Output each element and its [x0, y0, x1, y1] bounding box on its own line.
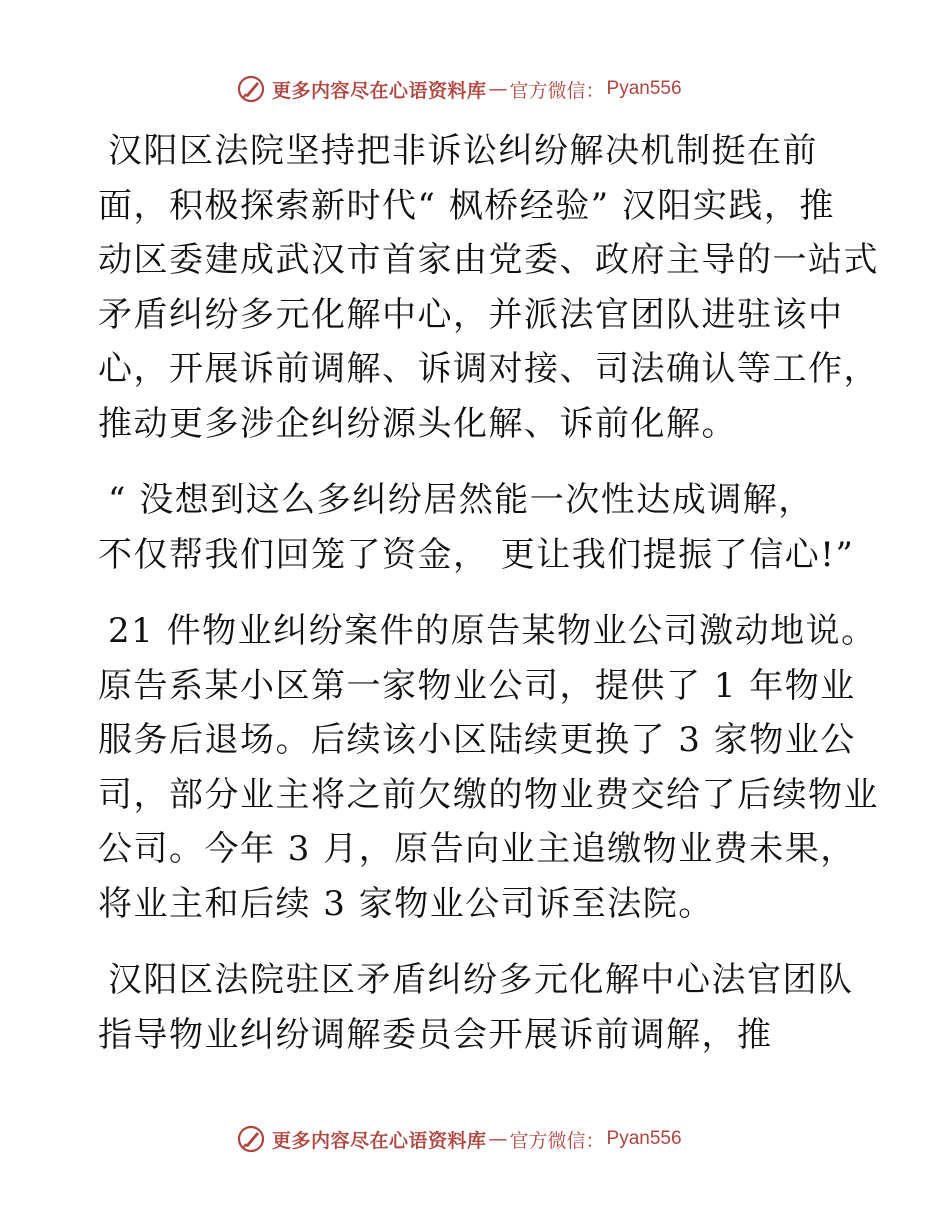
watermark-separator: — [488, 78, 508, 100]
text-line: 面，积极探索新时代“ 枫桥经验” 汉阳实践，推 [98, 185, 835, 226]
footer-watermark [236, 1122, 756, 1156]
text-line: 将业主和后续 3 家物业公司诉至法院。 [98, 883, 714, 924]
text-line: 指导物业纠纷调解委员会开展诉前调解，推 [98, 1014, 773, 1055]
quill-pen-logo-icon [236, 1124, 266, 1154]
watermark-site-text: 更多内容尽在心语资料库 [272, 79, 487, 102]
watermark-wechat-id: Pyan556 [606, 78, 682, 99]
text-line: “ 没想到这么多纠纷居然能一次性达成调解， [108, 480, 814, 520]
watermark-separator: — [488, 1128, 508, 1150]
text-line: 汉阳区法院坚持把非诉讼纠纷解决机制挺在前 [108, 131, 818, 171]
document-body [98, 124, 879, 1084]
text-line: 汉阳区法院驻区矛盾纠纷多元化解中心法官团队 [108, 960, 854, 1000]
text-line: 原告系某小区第一家物业公司，提供了 1 年物业 [98, 665, 856, 706]
text-line: 21 件物业纠纷案件的原告某物业公司激动地说。 [108, 611, 877, 651]
text-line: 矛盾纠纷多元化解中心，并派法官团队进驻该中 [98, 294, 844, 335]
watermark-official-label: 官方微信： [509, 79, 605, 102]
paragraph-3 [98, 604, 879, 931]
watermark-site-text: 更多内容尽在心语资料库 [272, 1129, 487, 1152]
paragraph-1 [98, 124, 879, 451]
text-line: 不仅帮我们回笼了资金， 更让我们提振了信心!” [98, 534, 855, 575]
text-line: 动区委建成武汉市首家由党委、政府主导的一站式 [98, 240, 879, 280]
watermark-official-label: 官方微信： [509, 1129, 605, 1152]
text-line: 司，部分业主将之前欠缴的物业费交给了后续物业 [98, 774, 879, 815]
quill-pen-logo-icon [236, 74, 266, 104]
header-watermark [236, 72, 756, 106]
paragraph-4 [98, 953, 858, 1062]
text-line: 推动更多涉企纠纷源头化解、诉前化解。 [98, 403, 737, 444]
text-line: 心，开展诉前调解、诉调对接、司法确认等工作， [98, 349, 879, 389]
text-line: 服务后退场。后续该小区陆续更换了 3 家物业公 [98, 720, 856, 760]
watermark-wechat-id: Pyan556 [606, 1128, 682, 1149]
text-line: 公司。今年 3 月，原告向业主追缴物业费未果， [98, 829, 856, 869]
paragraph-2 [98, 473, 858, 582]
